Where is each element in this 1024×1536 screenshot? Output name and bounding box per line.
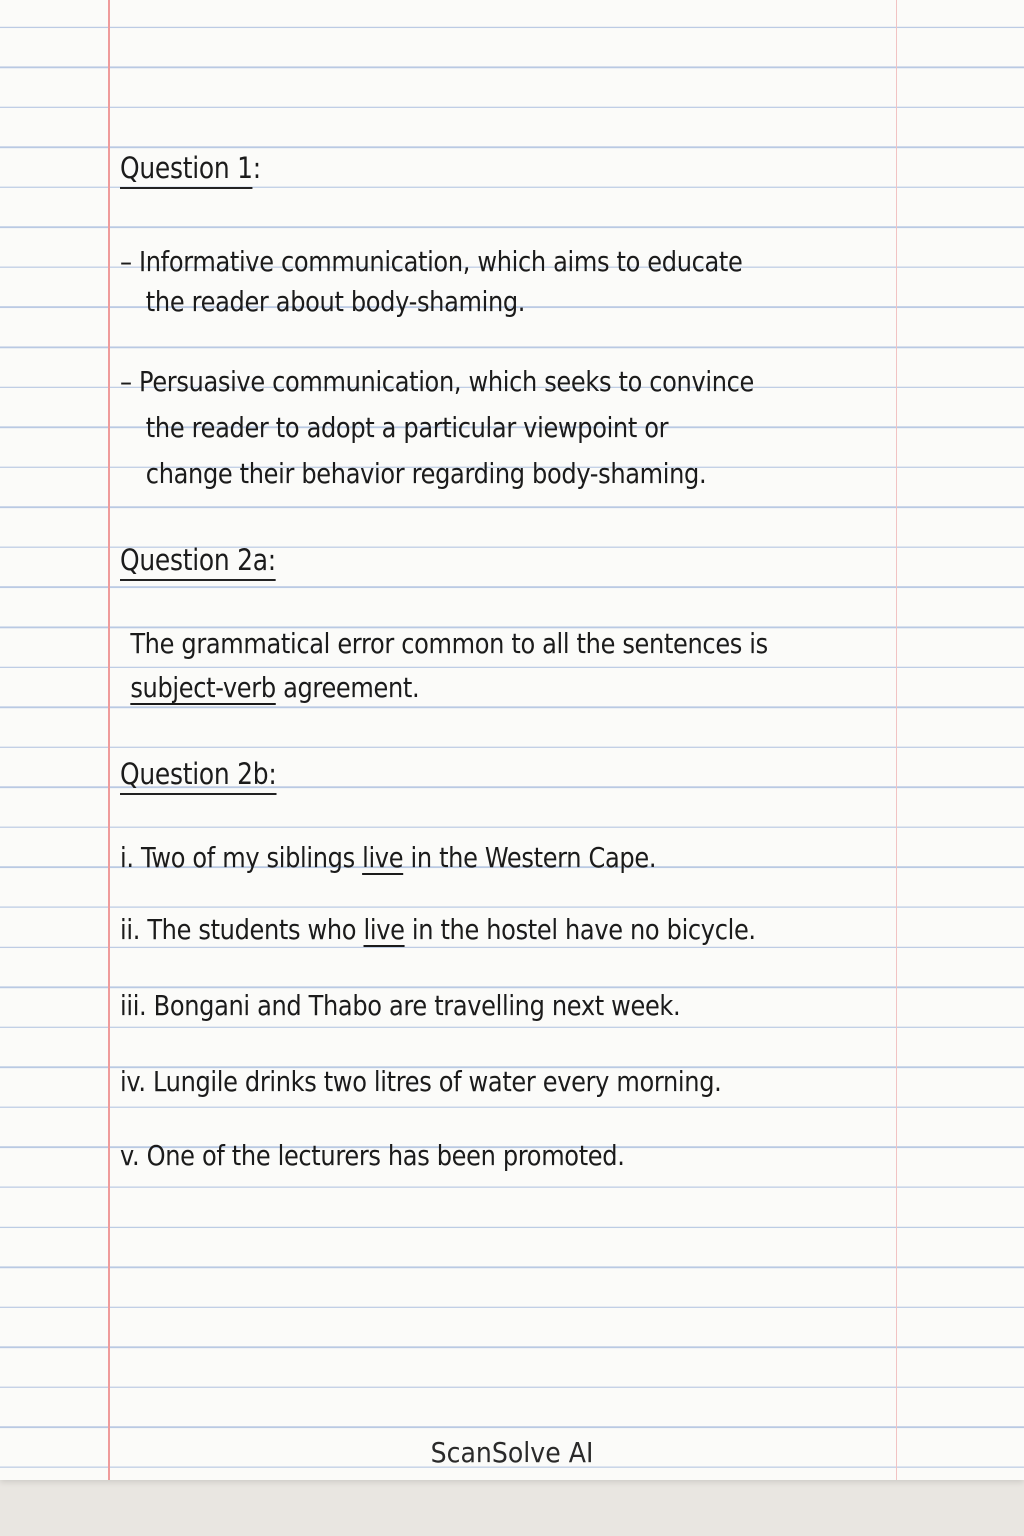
q2a-line1: The grammatical error common to all the sentences is [130, 627, 768, 660]
question-1-heading [120, 148, 880, 188]
question-1-heading-colon: : [252, 151, 261, 185]
question-2a-answer [120, 624, 880, 708]
q1-item1-line1: – Informative communication, which aims to educate [120, 245, 743, 278]
q2b-item-1-pre: i. Two of my siblings [120, 841, 363, 874]
question-1-item-2 [120, 362, 880, 494]
q2b-item-4 [120, 1062, 880, 1102]
question-2b-heading [120, 754, 880, 794]
q2b-item-2-pre: ii. The students who [120, 913, 364, 946]
q2b-item-2-verb: live [363, 913, 405, 946]
left-margin-line [108, 0, 110, 1480]
q1-item1-line2: the reader about body-shaming. [145, 285, 526, 318]
q1-item2-line1: – Persuasive communication, which seeks to convince [120, 365, 755, 398]
q2b-item-5 [120, 1136, 880, 1176]
q1-item2-line2: the reader to adopt a particular viewpoint or [145, 411, 669, 444]
q2b-item-3-text: iii. Bongani and Thabo are travelling next week. [120, 989, 681, 1022]
q2a-underlined-term: subject-verb [130, 671, 276, 704]
q2b-item-2 [120, 910, 880, 950]
q2b-item-4-text: iv. Lungile drinks two litres of water every morning. [120, 1065, 722, 1098]
q1-item2-line3: change their behavior regarding body-shaming. [145, 457, 707, 490]
question-2a-heading-text: Question 2a: [120, 543, 276, 581]
q2a-line2-rest: agreement. [275, 671, 420, 704]
q2b-item-5-text: v. One of the lecturers has been promoted. [120, 1139, 625, 1172]
q2b-item-3 [120, 986, 880, 1026]
question-2a-heading [120, 540, 880, 580]
right-margin-line [896, 0, 897, 1480]
q2b-item-2-post: in the hostel have no bicycle. [404, 913, 756, 946]
question-1-item-1 [120, 242, 880, 322]
q2b-item-1-verb: live [362, 841, 404, 874]
question-2b-heading-text: Question 2b: [120, 757, 276, 795]
q2b-item-1 [120, 838, 880, 878]
q2b-item-1-post: in the Western Cape. [403, 841, 657, 874]
question-1-heading-text: Question 1 [120, 151, 253, 189]
footer-brand: ScanSolve AI [430, 1436, 594, 1469]
